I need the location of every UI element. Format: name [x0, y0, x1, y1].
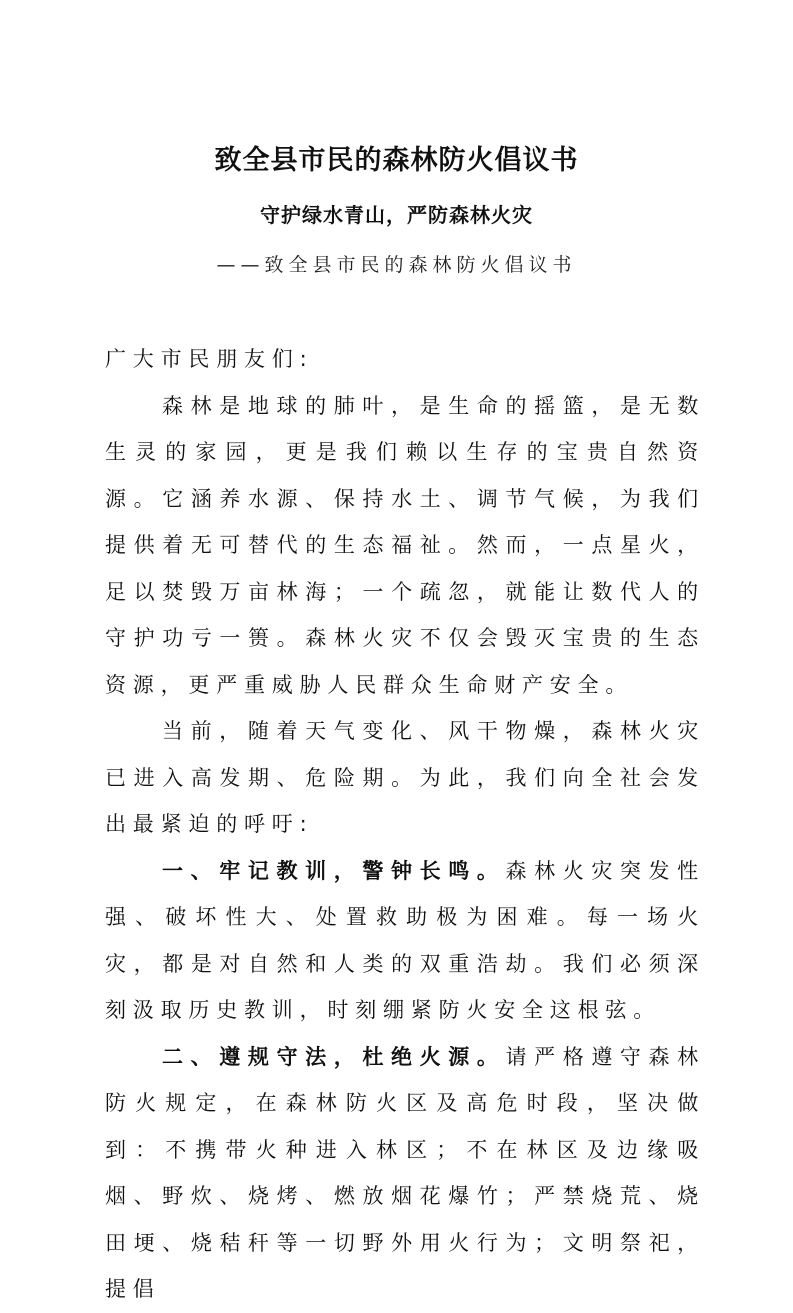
point-paragraph [105, 848, 705, 1034]
paragraph: 当前，随着天气变化、风干物燥，森林火灾已进入高发期、危险期。为此，我们向全社会发出最紧迫的呼吁: [105, 719, 705, 836]
salutation: 广大市民朋友们: [105, 347, 314, 371]
point-paragraph [105, 1034, 705, 1313]
document-byline: ——致全县市民的森林防火倡议书 [216, 254, 577, 276]
point-heading: 二、遵规守法，杜绝火源。 [162, 1044, 506, 1069]
document-subtitle: 守护绿水青山，严防森林火灾 [260, 203, 533, 227]
point-heading: 一、牢记教训，警钟长鸣。 [162, 858, 506, 883]
point-text: 森林火灾突发性强、破坏性大、处置救助极为困难。每一场火灾，都是对自然和人类的双重浩劫。我们必须深刻汲取历史教训，时刻绷紧防火安全这根弦。 [105, 858, 705, 1022]
point-text: 请严格遵守森林防火规定，在森林防火区及高危时段，坚决做到：不携带火种进入林区；不在林区及边缘吸烟、野炊、烧烤、燃放烟花爆竹；严禁烧荒、烧田埂、烧秸秆等一切野外用火行为；文明祭祀，提倡 [105, 1044, 705, 1301]
paragraph: 森林是地球的肺叶，是生命的摇篮，是无数生灵的家园，更是我们赖以生存的宝贵自然资源。它涵养水源、保持水土、调节气候，为我们提供着无可替代的生态福祉。然而，一点星火，足以焚毁万亩林海；一个疏忽，就能让数代人的守护功亏一篑。森林火灾不仅会毁灭宝贵的生态资源，更严重威胁人民群众生命财产安全。 [105, 393, 705, 697]
document-title: 致全县市民的森林防火倡议书 [214, 145, 579, 176]
document-body [105, 336, 705, 1313]
